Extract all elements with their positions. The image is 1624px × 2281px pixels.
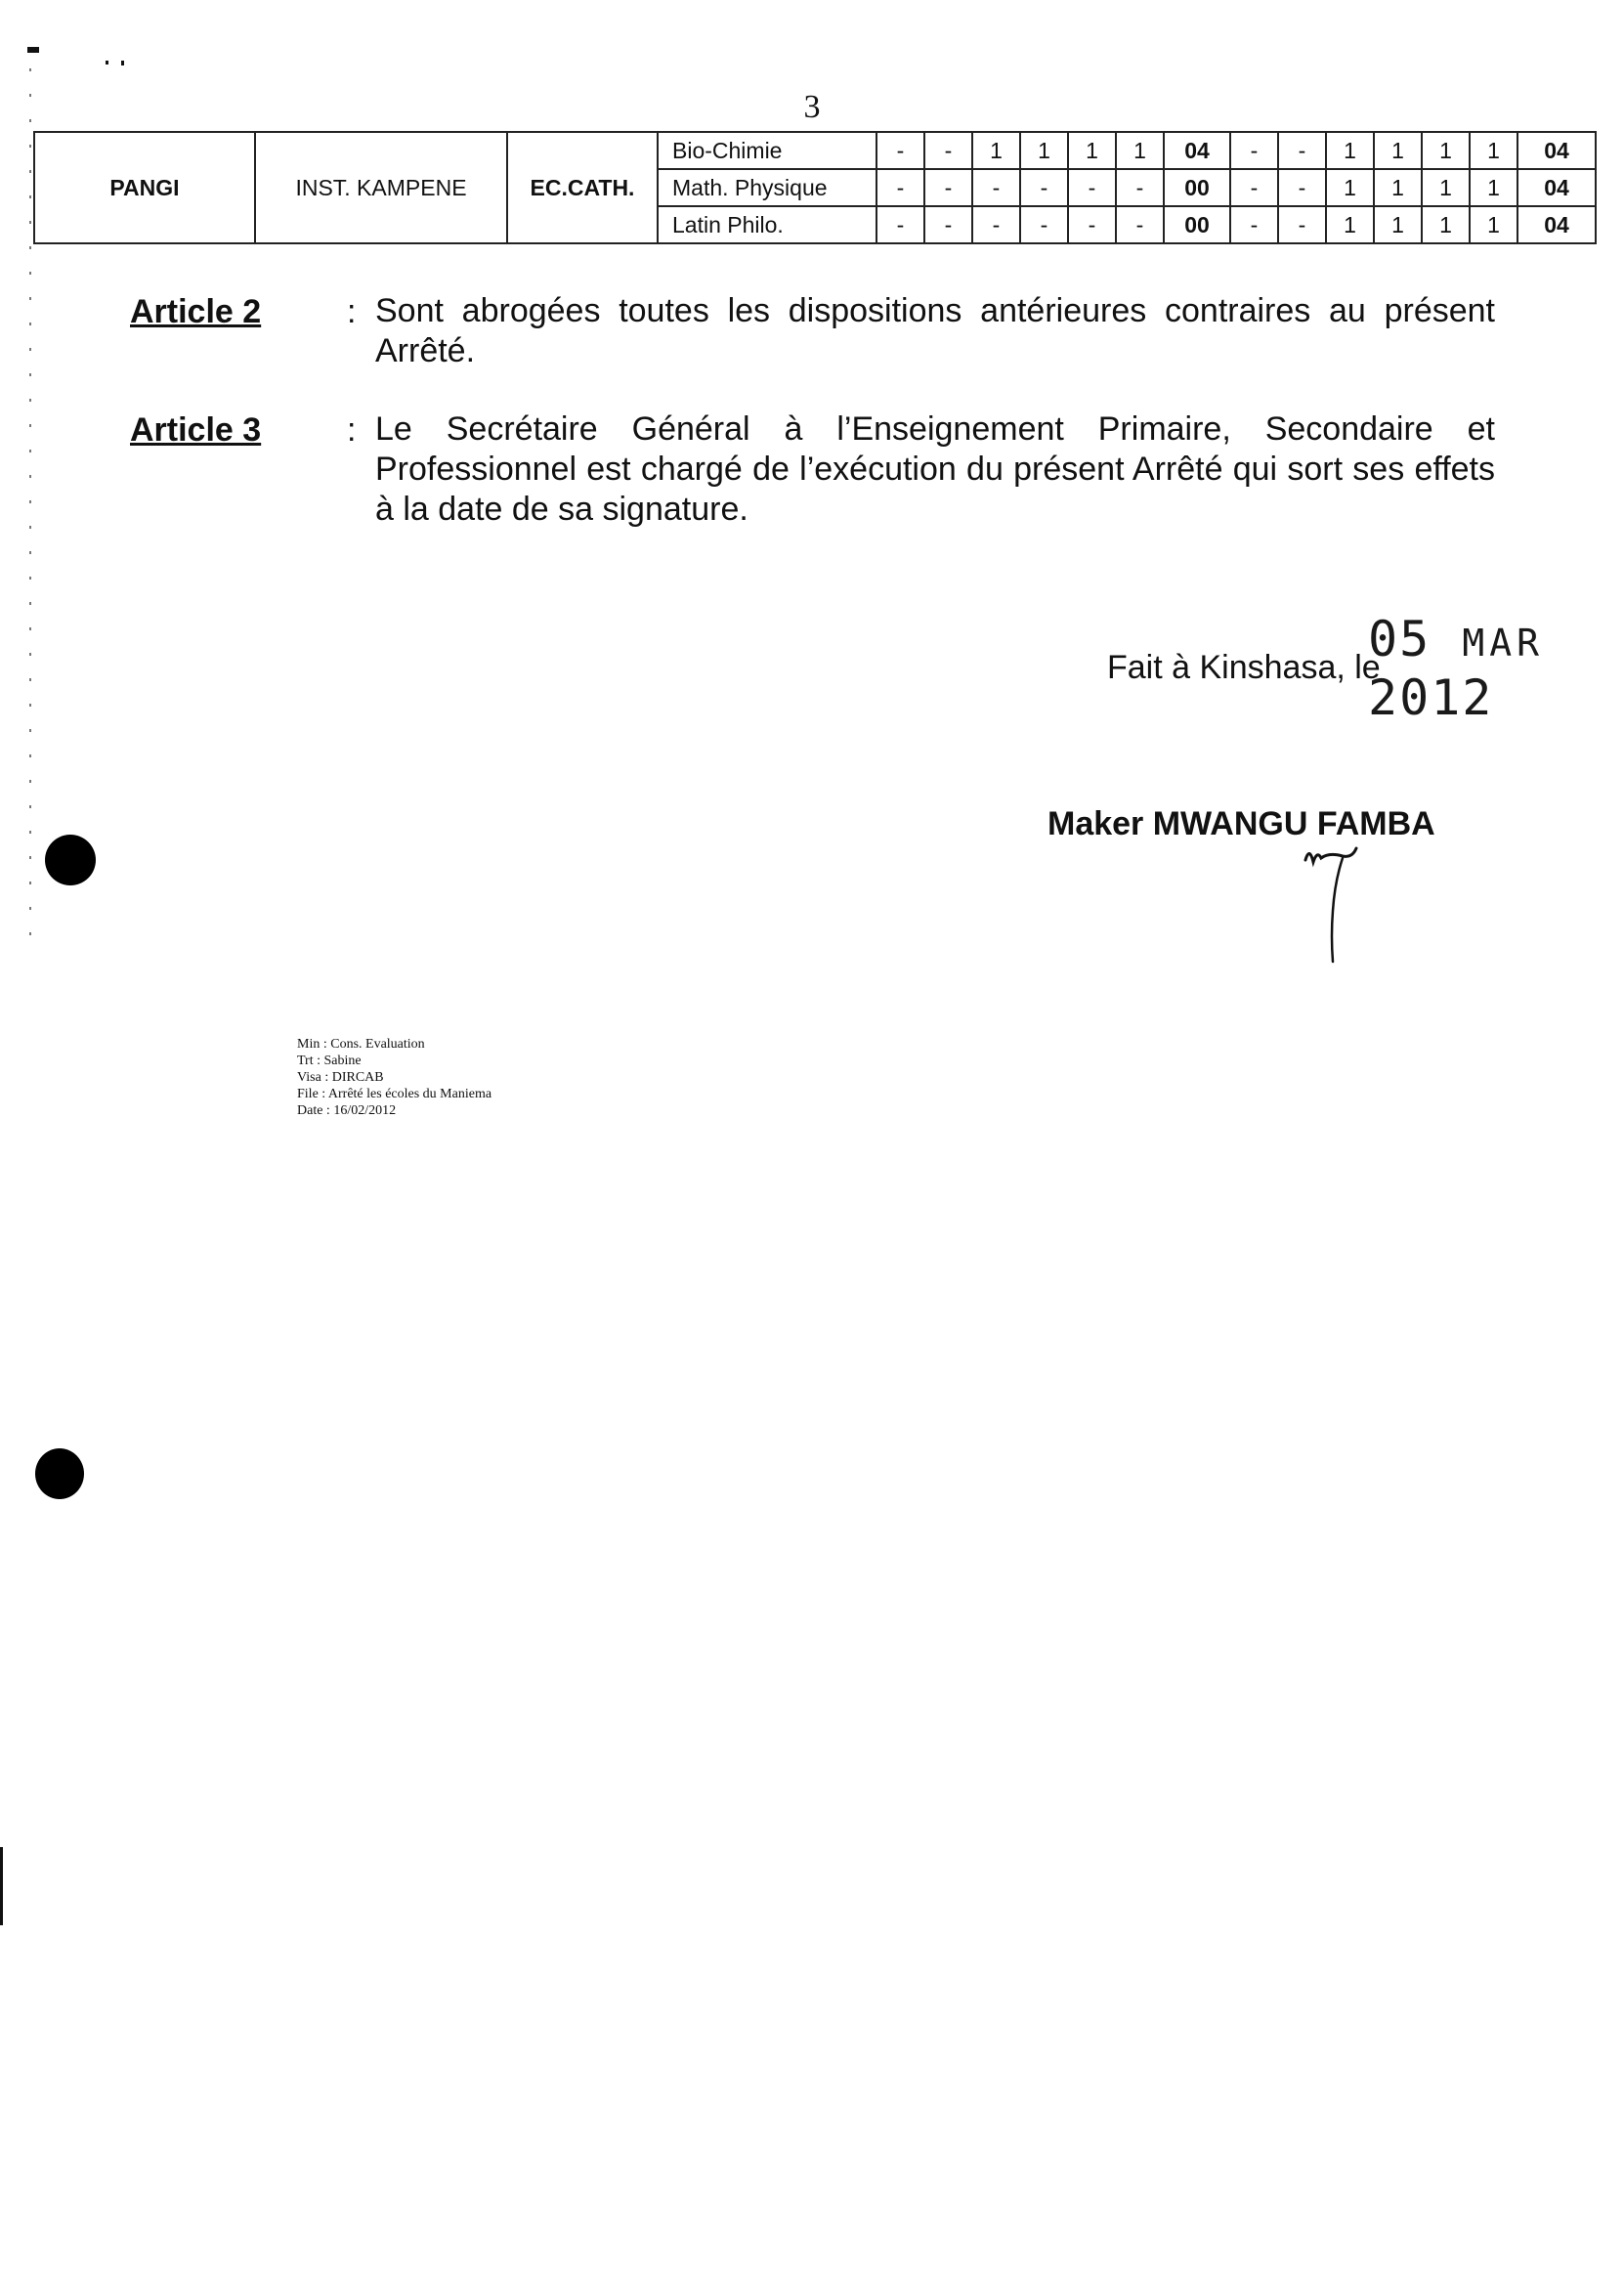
table-cell: 1 <box>1470 132 1517 169</box>
table-row <box>34 132 1596 169</box>
total-cell: 04 <box>1517 132 1596 169</box>
page-number: 3 <box>803 89 821 125</box>
date-stamp-year: 2012 <box>1368 669 1494 726</box>
table-cell: 1 <box>1326 206 1374 243</box>
table-cell: - <box>1020 206 1068 243</box>
table-cell: 1 <box>1326 132 1374 169</box>
scan-mark <box>121 61 124 65</box>
table-cell: 1 <box>1374 169 1422 206</box>
table-cell: - <box>1278 169 1326 206</box>
reference-line: Date : 16/02/2012 <box>297 1103 397 1118</box>
table-cell: - <box>1116 169 1164 206</box>
reference-block <box>297 1036 491 1119</box>
reference-line: Min : Cons. Evaluation <box>297 1037 425 1052</box>
date-stamp <box>1368 612 1624 725</box>
table-cell: 1 <box>1374 132 1422 169</box>
article-3-text: Le Secrétaire Général à l’Enseignement Primaire, Secondaire et Professionnel est chargé de l’exécution du présent Arrêté qui sort ses effets à la date de sa signature. <box>375 410 1495 528</box>
scan-mark <box>106 61 108 65</box>
table-cell: 1 <box>1374 206 1422 243</box>
table-cell: - <box>1230 169 1278 206</box>
place-line: Fait à Kinshasa, le <box>1107 649 1381 686</box>
reference-line: File : Arrêté les écoles du Maniema <box>297 1087 492 1101</box>
table-cell: - <box>1278 206 1326 243</box>
table-cell: - <box>1116 206 1164 243</box>
table-cell: - <box>924 169 972 206</box>
total-cell: 00 <box>1164 206 1230 243</box>
table-cell: 1 <box>1422 169 1470 206</box>
table-cell: 1 <box>1422 132 1470 169</box>
table-cell: - <box>1230 132 1278 169</box>
section-cell: Math. Physique <box>658 169 876 206</box>
article-2-colon: : <box>347 293 357 330</box>
locality-cell: PANGI <box>34 132 255 243</box>
table-cell: - <box>972 206 1020 243</box>
table-cell: - <box>924 132 972 169</box>
table-cell: - <box>876 169 924 206</box>
table-cell: - <box>1230 206 1278 243</box>
scan-margin-line <box>0 1847 3 1925</box>
school-cell: INST. KAMPENE <box>255 132 507 243</box>
scan-margin-dots <box>29 68 31 948</box>
table-cell: - <box>1068 169 1116 206</box>
total-cell: 00 <box>1164 169 1230 206</box>
punch-hole <box>45 835 96 885</box>
scan-mark <box>27 47 39 53</box>
table-cell: 1 <box>1470 169 1517 206</box>
table-cell: 1 <box>1326 169 1374 206</box>
table-cell: - <box>1020 169 1068 206</box>
schools-table <box>33 131 1597 244</box>
total-cell: 04 <box>1517 169 1596 206</box>
table-cell: 1 <box>972 132 1020 169</box>
table-cell: 1 <box>1116 132 1164 169</box>
article-2-text: Sont abrogées toutes les dispositions antérieures contraires au présent Arrêté. <box>375 292 1495 369</box>
section-cell: Bio-Chimie <box>658 132 876 169</box>
reference-line: Visa : DIRCAB <box>297 1070 384 1085</box>
article-3-colon: : <box>347 411 357 449</box>
table-cell: - <box>1278 132 1326 169</box>
table-cell: - <box>876 206 924 243</box>
total-cell: 04 <box>1517 206 1596 243</box>
date-stamp-month: MAR <box>1462 622 1544 665</box>
reference-line: Trt : Sabine <box>297 1054 362 1068</box>
punch-hole <box>35 1448 84 1499</box>
table-cell: 1 <box>1470 206 1517 243</box>
section-cell: Latin Philo. <box>658 206 876 243</box>
table-cell: - <box>924 206 972 243</box>
date-stamp-day: 05 <box>1368 611 1432 667</box>
article-3-title: Article 3 <box>130 411 262 449</box>
table-cell: 1 <box>1068 132 1116 169</box>
table-cell: - <box>972 169 1020 206</box>
signatory-name: Maker MWANGU FAMBA <box>1047 805 1435 842</box>
handwritten-signature <box>1300 842 1368 964</box>
article-2-title: Article 2 <box>130 293 262 330</box>
table-cell: - <box>876 132 924 169</box>
total-cell: 04 <box>1164 132 1230 169</box>
table-cell: - <box>1068 206 1116 243</box>
table-cell: 1 <box>1422 206 1470 243</box>
network-cell: EC.CATH. <box>507 132 658 243</box>
table-cell: 1 <box>1020 132 1068 169</box>
